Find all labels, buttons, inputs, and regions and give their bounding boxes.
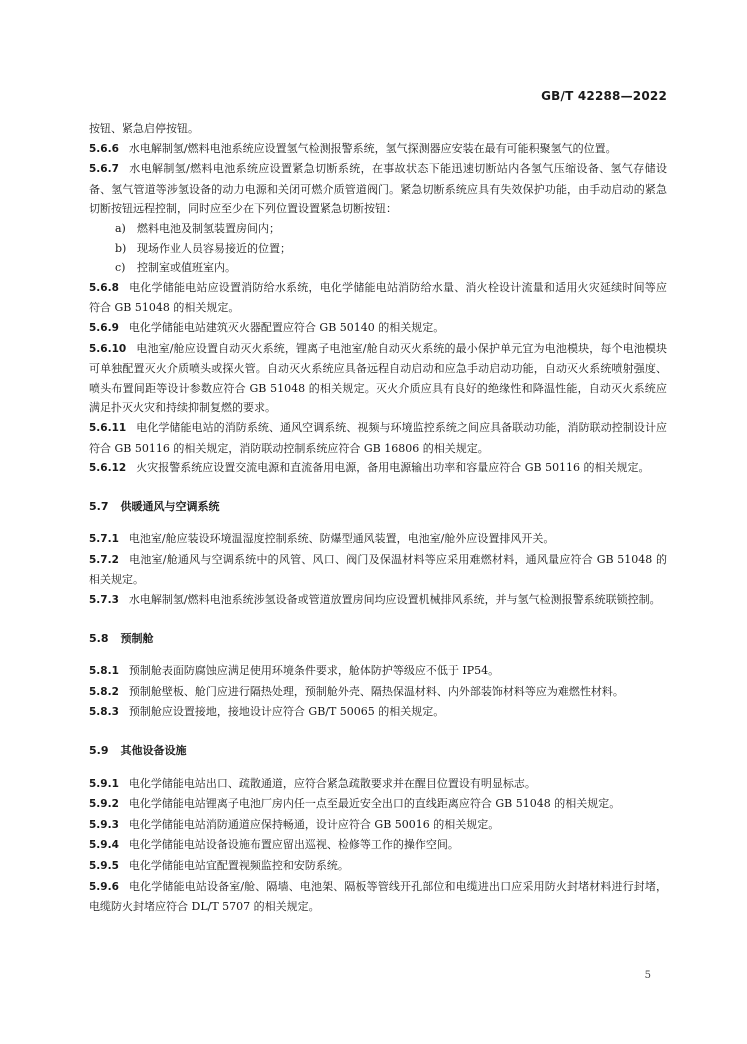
clause-paragraph [89, 661, 667, 682]
section-heading [89, 497, 667, 517]
clause-paragraph [89, 702, 667, 723]
clause-paragraph [89, 139, 667, 160]
clause-paragraph [89, 835, 667, 856]
clause-text: 水电解制氢/燃料电池系统涉氢设备或管道放置房间均应设置机械排风系统，并与氢气检测报警系统联锁控制。 [128, 593, 661, 607]
section-heading [89, 741, 667, 761]
clause-paragraph [89, 339, 667, 418]
section-number: 5.8 [89, 631, 109, 645]
clause-paragraph [89, 590, 667, 611]
clause-text: 电池室/舱应装设环境温湿度控制系统、防爆型通风装置，电池室/舱外应设置排风开关。 [128, 532, 555, 546]
page-number: 5 [644, 970, 651, 981]
list-item-label: b) [115, 241, 127, 255]
clause-number: 5.6.8 [89, 281, 119, 294]
clause-paragraph [89, 682, 667, 703]
clause-number: 5.6.7 [89, 163, 119, 176]
clause-text: 电化学储能电站宜配置视频监控和安防系统。 [128, 859, 349, 872]
clause-number: 5.7.3 [89, 594, 119, 607]
list-item [89, 239, 667, 259]
clause-paragraph [89, 550, 667, 590]
clause-text: 电化学储能电站出口、疏散通道，应符合紧急疏散要求并在醒目位置设有明显标志。 [128, 776, 536, 790]
clause-number: 5.8.2 [89, 685, 119, 698]
clause-text: 电化学储能电站建筑灭火器配置应符合 GB 50140 的相关规定。 [128, 320, 445, 334]
clause-text: 水电解制氢/燃料电池系统应设置氢气检测报警系统，氢气探测器应安装在最有可能积聚氢气的位置。 [128, 141, 617, 155]
clause-text: 电化学储能电站锂离子电池厂房内任一点至最近安全出口的直线距离应符合 GB 51048 的相关规定。 [128, 797, 621, 811]
list-item-text: 燃料电池及制氢装置房间内； [137, 221, 280, 235]
clause-paragraph [89, 318, 667, 339]
emergency-button-location-list [89, 219, 667, 278]
clause-number: 5.6.11 [89, 421, 127, 434]
clause-text: 电化学储能电站设备设施布置应留出巡视、检修等工作的操作空间。 [128, 838, 459, 852]
section-title: 供暖通风与空调系统 [120, 499, 220, 513]
section-heading [89, 629, 667, 649]
clause-text: 电化学储能电站设备室/舱、隔墙、电池架、隔板等管线开孔部位和电缆进出口应采用防火封堵材料进行封堵，电缆防火封堵应符合 DL/T 5707 的相关规定。 [89, 879, 667, 914]
clause-text: 预制舱应设置接地，接地设计应符合 GB/T 50065 的相关规定。 [128, 705, 445, 719]
clause-text: 预制舱壁板、舱门应进行隔热处理，预制舱外壳、隔热保温材料、内外部装饰材料等应为难燃性材料。 [128, 684, 624, 698]
clause-paragraph [89, 529, 667, 550]
sections-block [89, 497, 667, 917]
clause-paragraph [89, 119, 667, 139]
clause-text: 电化学储能电站的消防系统、通风空调系统、视频与环境监控系统之间应具备联动功能，消防联动控制设计应符合 GB 50116 的相关规定，消防联动控制系统应符合 GB 16806 的相关规定。 [89, 420, 667, 455]
list-item [89, 219, 667, 239]
clause-text: 电化学储能电站消防通道应保持畅通，设计应符合 GB 50016 的相关规定。 [128, 817, 500, 831]
list-item-label: c) [115, 261, 126, 275]
clause-number: 5.7.2 [89, 553, 119, 566]
clause-paragraph [89, 458, 667, 479]
intro-block [89, 119, 667, 219]
list-item-text: 现场作业人员容易接近的位置； [137, 241, 291, 255]
section-title: 其他设备设施 [120, 744, 187, 758]
clause-paragraph [89, 774, 667, 795]
list-item-label: a) [115, 221, 126, 235]
list-item [89, 258, 667, 278]
standard-code: GB/T 42288—2022 [541, 89, 667, 103]
clause-paragraph [89, 418, 667, 458]
clause-paragraph [89, 856, 667, 877]
clause-number: 5.9.5 [89, 860, 119, 872]
section-number: 5.9 [89, 744, 109, 758]
clause-number: 5.9.6 [89, 880, 119, 893]
clause-number: 5.9.2 [89, 798, 119, 811]
clause-number: 5.9.1 [89, 777, 119, 790]
clause-paragraph [89, 159, 667, 219]
clause-paragraph [89, 815, 667, 836]
clause-text: 电化学储能电站应设置消防给水系统，电化学储能电站消防给水量、消火栓设计流量和适用火灾延续时间等应符合 GB 51048 的相关规定。 [89, 280, 667, 315]
clause-paragraph [89, 877, 667, 917]
clause-text: 电池室/舱通风与空调系统中的风管、风口、阀门及保温材料等应采用难燃材料，通风量应符合 GB 51048 的相关规定。 [89, 552, 667, 587]
clause-number: 5.8.3 [89, 706, 119, 719]
clause-number: 5.6.12 [89, 462, 127, 475]
clause-number: 5.6.10 [89, 342, 127, 355]
clause-number: 5.6.6 [89, 142, 119, 155]
clause-number: 5.9.3 [89, 818, 119, 831]
clause-text: 水电解制氢/燃料电池系统应设置紧急切断系统，在事故状态下能迅速切断站内各氢气压缩设备、氢气存储设备、氢气管道等涉氢设备的动力电源和关闭可燃介质管道阀门。紧急切断系统应具有失效保护功能，由手动启动的紧急切断按钮远程控制，同时应至少在下列位置设置紧急切断按钮： [89, 162, 667, 216]
list-item-text: 控制室或值班室内。 [137, 261, 236, 275]
clause-paragraph [89, 794, 667, 815]
clause-number: 5.6.9 [89, 321, 119, 334]
clause-text: 按钮、紧急启停按钮。 [89, 122, 199, 135]
clause-paragraph [89, 278, 667, 318]
document-body [89, 119, 667, 917]
section-5-6-clauses [89, 278, 667, 479]
clause-text: 预制舱表面防腐蚀应满足使用环境条件要求，舱体防护等级应不低于 IP54。 [128, 664, 500, 678]
clause-number: 5.7.1 [89, 533, 119, 546]
clause-text: 电池室/舱应设置自动灭火系统，锂离子电池室/舱自动灭火系统的最小保护单元宜为电池模块，每个电池模块可单独配置灭火介质喷头或探火管。自动灭火系统应具备远程自动启动和应急手动启动功能，自动灭火系统喷射强度、喷头布置间距等设计参数应符合 GB 51048 的相关规定。灭火介质应具有良好的绝缘性和降温性能，自动灭火系统应满足扑灭火灾和持续抑制复燃的要求。 [89, 341, 667, 415]
section-number: 5.7 [89, 499, 109, 513]
clause-number: 5.8.1 [89, 665, 119, 678]
section-title: 预制舱 [120, 631, 154, 645]
clause-number: 5.9.4 [89, 839, 119, 852]
clause-text: 火灾报警系统应设置交流电源和直流备用电源，备用电源输出功率和容量应符合 GB 50116 的相关规定。 [136, 461, 650, 475]
